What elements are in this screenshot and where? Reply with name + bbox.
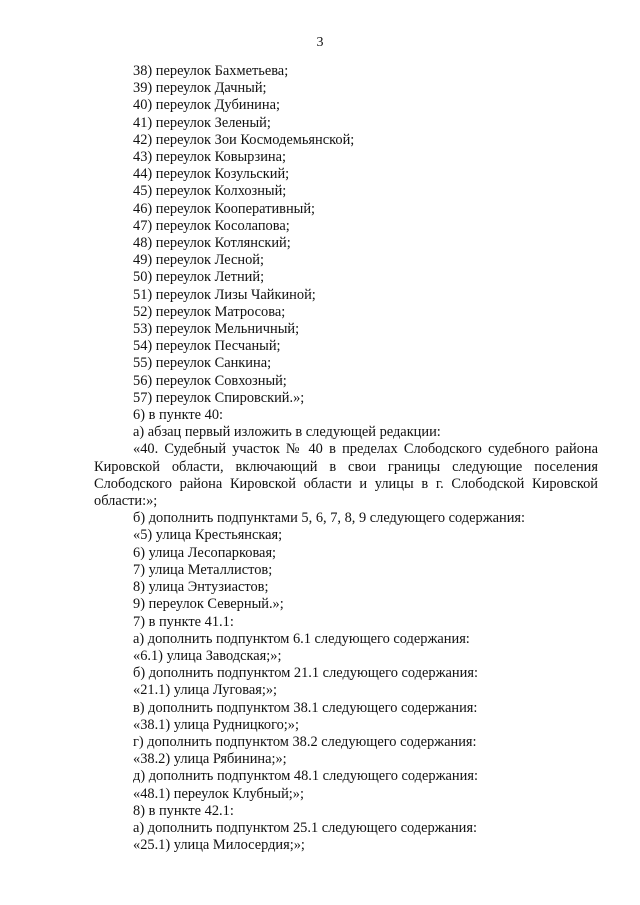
list-item: 53) переулок Мельничный; (133, 321, 300, 338)
list-item: 41) переулок Зеленый; (133, 114, 271, 131)
list-item: «6.1) улица Заводская;»; (133, 647, 282, 664)
list-item: в) дополнить подпунктом 38.1 следующего содержания: (133, 699, 478, 716)
list-item: 8) улица Энтузиастов; (133, 579, 269, 596)
street-list (94, 63, 598, 407)
list-item: 7) улица Металлистов; (133, 561, 273, 578)
list-item: 40) переулок Дубинина; (133, 97, 280, 114)
item6-subitem-b: б) дополнить подпунктами 5, 6, 7, 8, 9 следующего содержания: (133, 510, 526, 527)
item6-paragraph: «40. Судебный участок № 40 в пределах Слободского судебного района Кировской области, включающий в свои границы следующие поселения Слободского района Кировской области и улицы в г. Слободской Кировской области:»; (94, 441, 598, 510)
list-item: «48.1) переулок Клубный;»; (133, 785, 304, 802)
list-item: 52) переулок Матросова; (133, 303, 286, 320)
list-item: а) дополнить подпунктом 25.1 следующего содержания: (133, 819, 478, 836)
list-item: б) дополнить подпунктом 21.1 следующего содержания: (133, 665, 478, 682)
list-item: «25.1) улица Милосердия;»; (133, 837, 305, 854)
list-item: 42) переулок Зои Космодемьянской; (133, 131, 355, 148)
list-item: 46) переулок Кооперативный; (133, 200, 316, 217)
section-item-6 (94, 407, 598, 613)
list-item: 54) переулок Песчаный; (133, 338, 281, 355)
list-item: 55) переулок Санкина; (133, 355, 272, 372)
list-item: 45) переулок Колхозный; (133, 183, 287, 200)
list-item: 39) переулок Дачный; (133, 80, 267, 97)
list-item: 6) улица Лесопарковая; (133, 544, 277, 561)
list-item: д) дополнить подпунктом 48.1 следующего содержания: (133, 768, 478, 785)
list-item: 43) переулок Ковырзина; (133, 149, 287, 166)
item7-heading: 7) в пункте 41.1: (133, 613, 234, 630)
list-item: 51) переулок Лизы Чайкиной; (133, 286, 316, 303)
list-item: 9) переулок Северный.»; (133, 596, 284, 613)
document-body (94, 63, 598, 854)
item8-heading: 8) в пункте 42.1: (133, 802, 234, 819)
section-item-7 (94, 614, 598, 803)
item6-subitem-a: а) абзац первый изложить в следующей редакции: (133, 424, 441, 441)
list-item: 49) переулок Лесной; (133, 252, 265, 269)
item6-heading: 6) в пункте 40: (133, 407, 224, 424)
list-item: 56) переулок Совхозный; (133, 372, 287, 389)
list-item: а) дополнить подпунктом 6.1 следующего содержания: (133, 630, 470, 647)
list-item: 48) переулок Котлянский; (133, 235, 291, 252)
page-number: 3 (316, 35, 324, 50)
section-item-8 (94, 803, 598, 855)
list-item: 38) переулок Бахметьева; (133, 63, 289, 79)
list-item: 44) переулок Козульский; (133, 166, 290, 183)
list-item: «38.1) улица Рудницкого;»; (133, 716, 300, 733)
list-item: г) дополнить подпунктом 38.2 следующего содержания: (133, 733, 477, 750)
list-item: «5) улица Крестьянская; (133, 527, 283, 544)
list-item: 47) переулок Косолапова; (133, 217, 290, 234)
list-item: 50) переулок Летний; (133, 269, 265, 286)
list-item: «38.2) улица Рябинина;»; (133, 751, 287, 768)
list-item: «21.1) улица Луговая;»; (133, 682, 278, 699)
list-item: 57) переулок Спировский.»; (133, 389, 305, 406)
